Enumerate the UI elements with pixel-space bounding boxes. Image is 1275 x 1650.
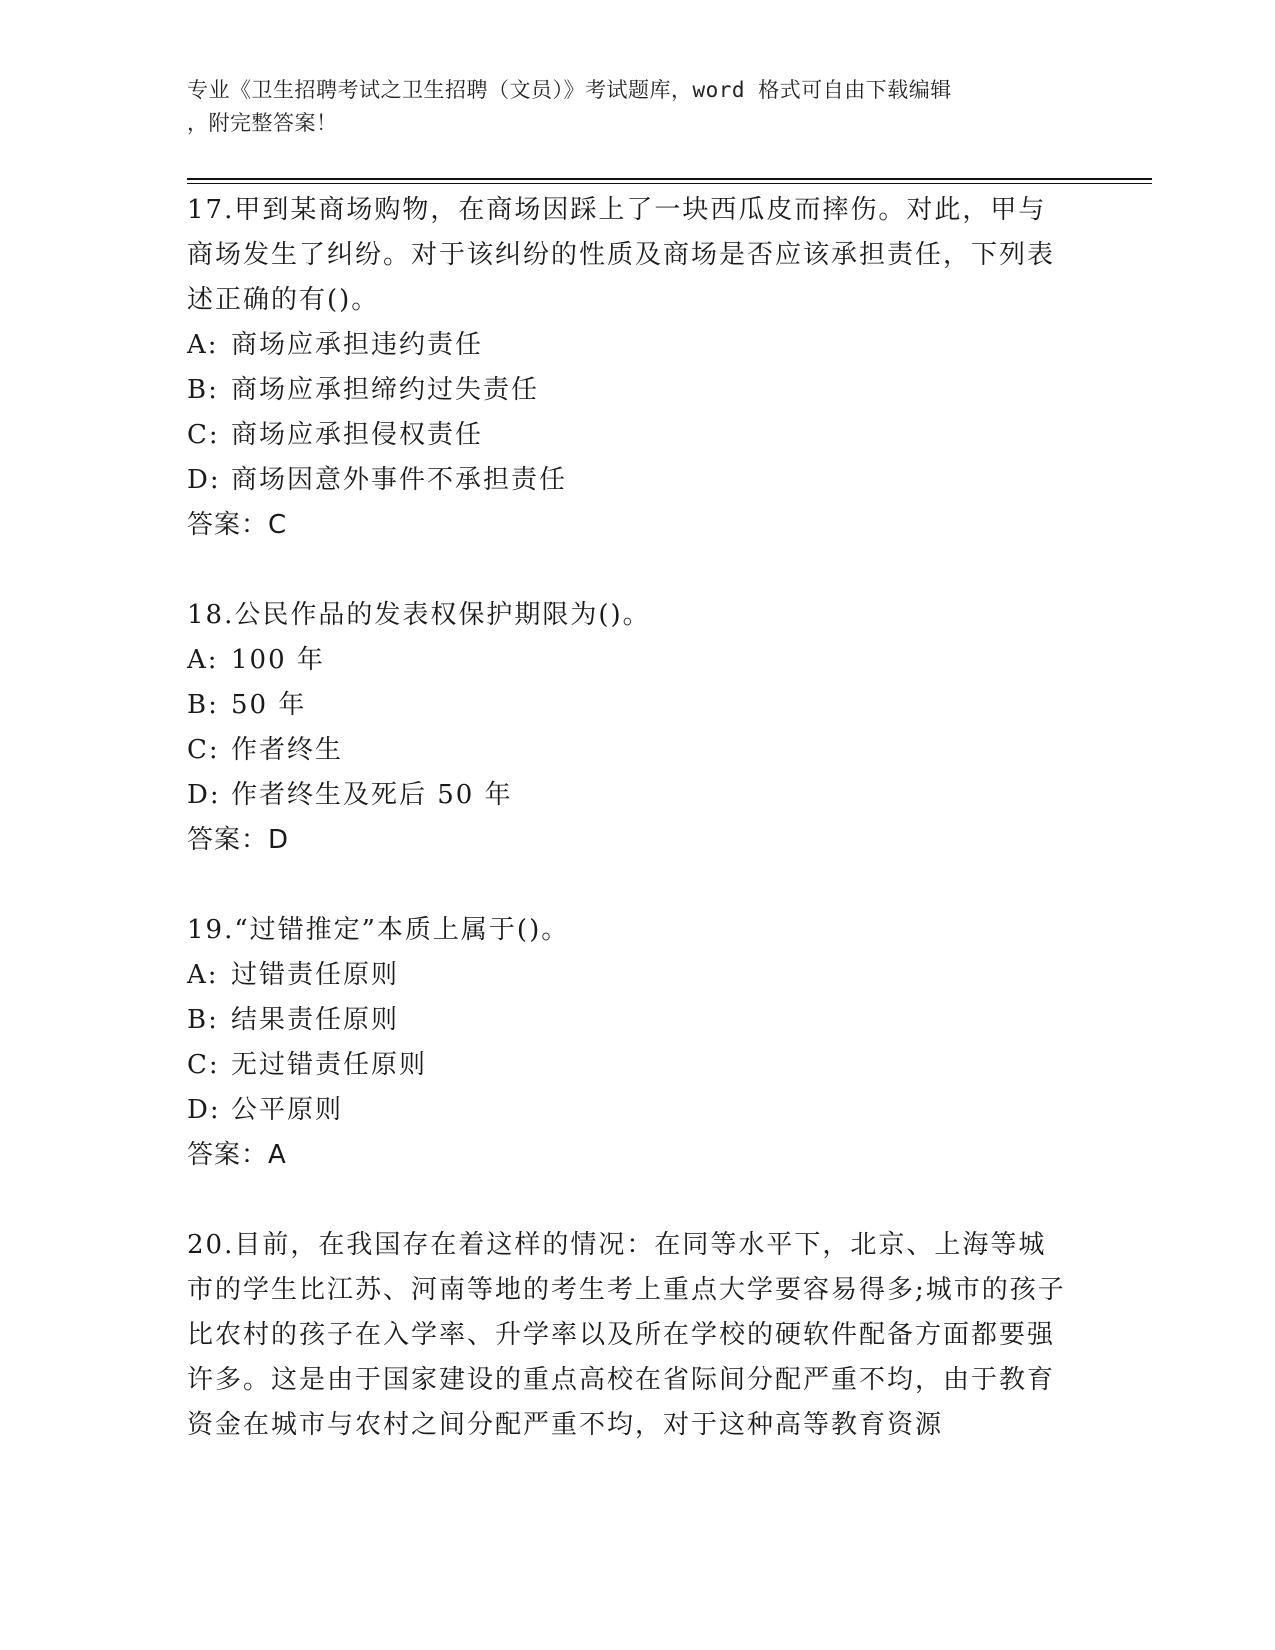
option-key: B: [187,690,219,720]
option-text: 公平原则 [231,1095,344,1125]
option-key: D: [187,465,221,495]
question-19 [187,908,1067,1178]
option-text: 过错责任原则 [231,960,400,990]
header-line-2: ，附完整答案！ [187,111,338,135]
option-key: D: [187,1095,221,1125]
option-d [187,458,1067,503]
spacer [187,548,1067,593]
question-stem: 18.公民作品的发表权保护期限为()。 [187,600,651,630]
option-c [187,728,1067,773]
option-text: 结果责任原则 [231,1005,400,1035]
option-b [187,368,1067,413]
option-d [187,773,1067,818]
option-d [187,1088,1067,1133]
option-key: C: [187,735,220,765]
answer-line: 答案：D [187,825,290,855]
question-17 [187,188,1067,548]
option-key: D: [187,780,221,810]
header-divider-thick [187,178,1152,180]
option-b [187,998,1067,1043]
option-key: A: [187,960,219,990]
option-key: C: [187,420,220,450]
option-text: 商场应承担侵权责任 [231,420,484,450]
question-stem: 19.“过错推定”本质上属于()。 [187,915,570,945]
option-b [187,683,1067,728]
option-key: C: [187,1050,220,1080]
question-stem: 20.目前，在我国存在着这样的情况：在同等水平下，北京、上海等城市的学生比江苏、河南等地的考生考上重点大学要容易得多;城市的孩子比农村的孩子在入学率、升学率以及所在学校的硬软件配备方面都要强许多。这是由于国家建设的重点高校在省际间分配严重不均，由于教育资金在城市与农村之间分配严重不均，对于这种高等教育资源 [187,1230,1066,1440]
option-text: 商场应承担缔约过失责任 [231,375,540,405]
option-c [187,413,1067,458]
document-header [187,74,1067,140]
option-text: 商场应承担违约责任 [231,330,484,360]
option-key: A: [187,645,219,675]
option-text: 100 年 [231,645,325,675]
option-text: 作者终生 [231,735,344,765]
option-key: A: [187,330,219,360]
answer-line: 答案：A [187,1140,287,1170]
option-a [187,323,1067,368]
option-text: 商场因意外事件不承担责任 [231,465,568,495]
answer-line: 答案：C [187,510,288,540]
spacer [187,863,1067,908]
option-a [187,638,1067,683]
option-text: 50 年 [231,690,307,720]
option-key: B: [187,1005,219,1035]
question-20 [187,1223,1067,1448]
option-text: 无过错责任原则 [231,1050,428,1080]
spacer [187,1178,1067,1223]
option-text: 作者终生及死后 50 年 [231,780,513,810]
header-line-1: 专业《卫生招聘考试之卫生招聘（文员）》考试题库，word 格式可自由下载编辑 [187,78,952,102]
option-c [187,1043,1067,1088]
question-stem: 17.甲到某商场购物，在商场因踩上了一块西瓜皮而摔伤。对此，甲与商场发生了纠纷。对于该纠纷的性质及商场是否应该承担责任，下列表述正确的有()。 [187,195,1056,315]
header-divider-thin [187,183,1152,184]
option-a [187,953,1067,998]
question-18 [187,593,1067,863]
option-key: B: [187,375,219,405]
question-list [187,188,1067,1448]
